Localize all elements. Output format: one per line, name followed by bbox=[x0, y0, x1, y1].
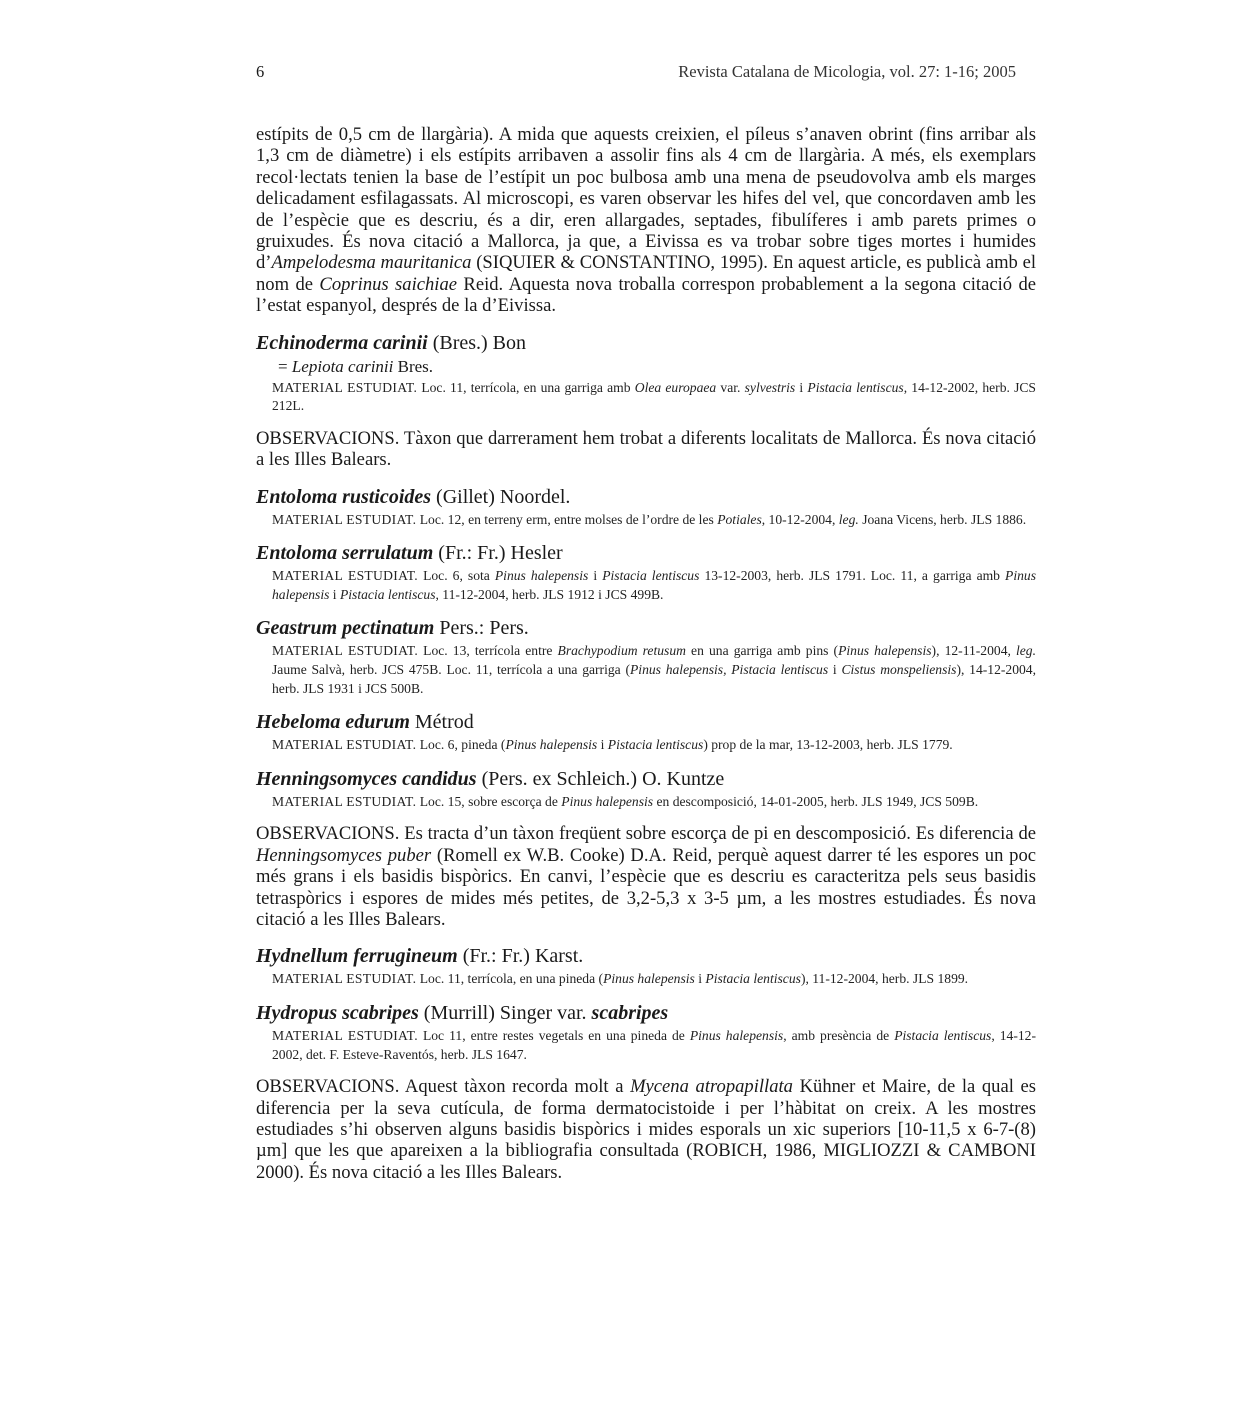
material-text: Jaume Salvà, herb. JCS 475B. Loc. 11, terrícola a una garriga ( bbox=[272, 662, 630, 678]
intro-text: estípits de 0,5 cm de llargària). A mida que aquests creixien, el píleus s’anaven obrint (fins arribar als 1,3 cm de diàmetre) i els estípits arribaven a assolir fins als 4 cm de llargària. A més, els exemplars recol·lectats tenien la base de l’estípit un poc bulbosa amb una mena de pseudovolva amb els marges delicadament esfilagassats. Al microscopi, es varen observar les hifes del vel, que concordaven amb les de l’espècie que es descriu, és a dir, eren allargades, septades, fibulíferes i amb parets primes o gruixudes. És nova citació a Mallorca, ja que, a Eivissa es va trobar sobre tiges mortes i humides d’ bbox=[256, 124, 1036, 274]
material-label: MATERIAL ESTUDIAT. bbox=[272, 737, 417, 753]
observation-text: OBSERVACIONS. Aquest tàxon recorda molt a bbox=[256, 1076, 631, 1098]
species-ref: Pinus halepensis bbox=[505, 737, 598, 753]
intro-paragraph bbox=[256, 124, 1036, 317]
species-ref: Pinus halepensis bbox=[689, 1028, 784, 1044]
material-text: ), 14-12-2004, herb. JLS 1931 i JCS 500B. bbox=[272, 662, 1036, 696]
species-name: Geastrum pectinatum bbox=[256, 617, 435, 640]
species-name: Entoloma rusticoides bbox=[256, 485, 432, 508]
species-ref: Pistacia lentiscus bbox=[602, 568, 700, 584]
species-heading bbox=[256, 1001, 1036, 1025]
species-ref: Pistacia lentiscus bbox=[705, 971, 801, 987]
material-studied bbox=[272, 1027, 1036, 1064]
species-name: Hydropus scabripes bbox=[256, 1002, 419, 1025]
species-ref: Pistacia lentiscus bbox=[339, 586, 436, 602]
material-label: MATERIAL ESTUDIAT. bbox=[272, 568, 419, 584]
material-text: Loc. 6, pineda ( bbox=[416, 737, 506, 753]
species-name: Entoloma serrulatum bbox=[256, 542, 434, 565]
species-ref: sylvestris bbox=[744, 379, 796, 395]
species-heading bbox=[256, 767, 1036, 791]
species-ref: Potiales bbox=[717, 511, 762, 527]
material-text: Loc. 11, terrícola, en una garriga amb bbox=[417, 379, 635, 395]
species-name: Henningsomyces candidus bbox=[256, 767, 477, 790]
species-ref: Pinus halepensis bbox=[272, 568, 1036, 602]
species-author: (Gillet) Noordel. bbox=[431, 485, 571, 508]
material-text: Loc 11, entre restes vegetals en una pineda de bbox=[417, 1028, 690, 1044]
page-header bbox=[256, 62, 1036, 84]
page-number: 6 bbox=[256, 62, 265, 81]
material-text: Loc. 13, terrícola entre bbox=[418, 643, 558, 659]
material-studied bbox=[272, 642, 1036, 698]
material-studied bbox=[272, 793, 1036, 812]
species-author: (Bres.) Bon bbox=[427, 331, 527, 354]
observation-text: Kühner et Maire, de la qual es diferencia per la seva cutícula, de forma dermatocistoide i per l’hàbitat on creix. A les mostres estudiades s’hi observen alguns basidis bispòrics i mides esporals un xic superiors [10-11,5 x 6-7-(8) µm] que les que apareixen a la bibliografia consultada (ROBICH, 1986, MIGLIOZZI & CAMBONI 2000). És nova citació a les Illes Balears. bbox=[256, 1076, 1036, 1183]
species-ref: Pinus halepensis bbox=[494, 568, 589, 584]
material-text: en descomposició, 14-01-2005, herb. JLS 1949, JCS 509B. bbox=[653, 793, 979, 809]
material-text: Joana Vicens, herb. JLS 1886. bbox=[858, 511, 1027, 527]
article-body bbox=[256, 124, 1036, 1197]
material-text: var. bbox=[716, 379, 745, 395]
species-name: Hebeloma edurum bbox=[256, 711, 410, 734]
species-author: (Fr.: Fr.) Hesler bbox=[433, 542, 563, 565]
species-heading bbox=[256, 541, 1036, 565]
material-text: , 14-12-2002, herb. JCS 212L. bbox=[272, 379, 1036, 414]
observations: OBSERVACIONS. Tàxon que darrerament hem trobat a diferents localitats de Mallorca. És nova citació a les Illes Balears. bbox=[256, 427, 1036, 471]
species-author: Pers.: Pers. bbox=[434, 617, 529, 640]
species-ref: Pistacia lentiscus bbox=[607, 737, 704, 753]
species-heading bbox=[256, 485, 1036, 509]
species-heading bbox=[256, 944, 1036, 968]
material-text: Loc. 12, en terreny erm, entre molses de l’ordre de les bbox=[416, 511, 718, 527]
material-studied bbox=[272, 736, 1036, 755]
species-ref: Coprinus saichiae bbox=[319, 273, 458, 295]
running-header: Revista Catalana de Micologia, vol. 27: 1-16; 2005 bbox=[678, 62, 1016, 81]
species-ref: Pinus halepensis bbox=[561, 793, 654, 809]
material-text: i bbox=[597, 737, 608, 753]
species-author: (Fr.: Fr.) Karst. bbox=[457, 945, 584, 968]
material-label: MATERIAL ESTUDIAT. bbox=[272, 1028, 418, 1044]
species-ref: leg. bbox=[838, 511, 859, 527]
species-ref: Cistus monspeliensis bbox=[841, 662, 957, 678]
observation-text: (Romell ex W.B. Cooke) D.A. Reid, perquè aquest darrer té les espores un poc més grans i els basidis bispòrics. En canvi, l’espècie que es descriu es caracteritza pels seus basidis tetraspòrics i espores de mides més petites, de 3,2-5,3 x 3-5 µm, a les mostres estudiades. És nova citació a les Illes Balears. bbox=[256, 844, 1036, 931]
material-text: i bbox=[694, 971, 706, 987]
species-ref: Pinus halepensis, Pistacia lentiscus bbox=[629, 662, 829, 678]
material-text: 13-12-2003, herb. JLS 1791. Loc. 11, a garriga amb bbox=[699, 568, 1006, 584]
species-ref: leg. bbox=[1016, 643, 1037, 659]
material-text: i bbox=[828, 662, 842, 678]
material-label: MATERIAL ESTUDIAT. bbox=[272, 511, 417, 527]
material-text: en una garriga amb pins ( bbox=[685, 643, 839, 659]
observations bbox=[256, 1076, 1036, 1183]
synonym-prefix: = bbox=[278, 356, 292, 376]
species-ref: Pinus halepensis bbox=[603, 971, 695, 987]
species-author: Métrod bbox=[409, 711, 474, 734]
material-text: , 14-12-2002, det. F. Esteve-Raventós, herb. JLS 1647. bbox=[272, 1028, 1036, 1062]
material-label: MATERIAL ESTUDIAT. bbox=[272, 379, 418, 395]
material-text: , amb presència de bbox=[783, 1028, 895, 1044]
species-ref: Mycena atropapillata bbox=[630, 1076, 793, 1098]
species-ref: Olea europaea bbox=[634, 379, 717, 395]
material-label: MATERIAL ESTUDIAT. bbox=[272, 643, 419, 659]
species-heading bbox=[256, 331, 1036, 355]
synonym bbox=[278, 357, 1036, 377]
material-text: , 10-12-2004, bbox=[761, 511, 839, 527]
material-text: i bbox=[329, 586, 340, 602]
material-text: ), 11-12-2004, herb. JLS 1899. bbox=[800, 971, 969, 987]
material-studied bbox=[272, 379, 1036, 416]
material-text: Loc. 6, sota bbox=[418, 568, 495, 584]
material-text: , 11-12-2004, herb. JLS 1912 i JCS 499B. bbox=[435, 586, 664, 602]
species-name: Echinoderma carinii bbox=[256, 331, 428, 354]
material-studied bbox=[272, 511, 1036, 530]
species-heading bbox=[256, 710, 1036, 734]
material-label: MATERIAL ESTUDIAT. bbox=[272, 793, 417, 809]
observations bbox=[256, 823, 1036, 930]
material-label: MATERIAL ESTUDIAT. bbox=[272, 971, 417, 987]
material-studied bbox=[272, 567, 1036, 604]
synonym-name: Lepiota carinii bbox=[291, 356, 394, 376]
species-ref: Ampelodesma mauritanica bbox=[271, 252, 472, 274]
material-text: Loc. 15, sobre escorça de bbox=[416, 793, 562, 809]
species-author: (Murrill) Singer var. bbox=[418, 1002, 592, 1025]
material-text: ), 12-11-2004, bbox=[931, 643, 1016, 659]
species-ref: Pistacia lentiscus bbox=[807, 379, 904, 395]
species-ref: Pinus halepensis bbox=[838, 643, 932, 659]
species-ref: Pistacia lentiscus bbox=[894, 1028, 992, 1044]
material-text: i bbox=[588, 568, 603, 584]
synonym-author: Bres. bbox=[393, 356, 434, 376]
material-studied bbox=[272, 970, 1036, 989]
material-text: i bbox=[795, 379, 808, 395]
material-text: ) prop de la mar, 13-12-2003, herb. JLS 1779. bbox=[703, 737, 953, 753]
species-heading bbox=[256, 616, 1036, 640]
material-text: Loc. 11, terrícola, en una pineda ( bbox=[416, 971, 604, 987]
intro-text: (SIQUIER & CONSTANTINO, 1995). En aquest article, es publicà amb el nom de bbox=[256, 252, 1037, 295]
species-name: Hydnellum ferrugineum bbox=[256, 945, 458, 968]
species-variety: scabripes bbox=[591, 1002, 669, 1025]
intro-text: Reid. Aquesta nova troballa correspon probablement a la segona citació de l’estat espanyol, després de la d’Eivissa. bbox=[256, 273, 1037, 317]
species-author: (Pers. ex Schleich.) O. Kuntze bbox=[476, 767, 725, 790]
species-ref: Henningsomyces puber bbox=[256, 844, 432, 866]
species-ref: Brachypodium retusum bbox=[557, 643, 686, 659]
observation-text: OBSERVACIONS. Es tracta d’un tàxon freqüent sobre escorça de pi en descomposició. Es diferencia de bbox=[256, 823, 1036, 845]
